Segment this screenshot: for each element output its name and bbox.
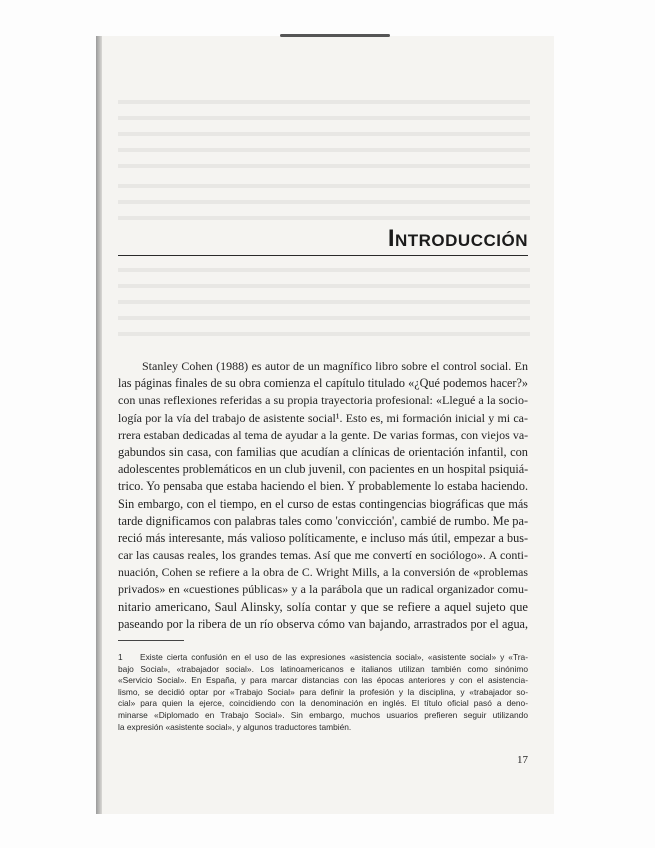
body-line: car las causas reales, los grandes temas. Así que me convertí en sociólogo». A conti- <box>118 548 528 563</box>
bleed-through-line <box>118 184 530 188</box>
page-top-edge <box>280 34 390 37</box>
body-line: nitario americano, Saul Alinsky, solía contar y que se refiere a aquel sujeto que <box>118 599 528 614</box>
footnote-line: cial» para quien la ejerce, coincidiendo con la denominación en inglés. El título oficial pasó a deno- <box>118 698 528 709</box>
body-line: privados» en «cuestiones públicas» y a la parábola que un radical organizador comu- <box>118 582 528 597</box>
body-line: trico. Yo pensaba que estaba haciendo el bien. Y probablemente lo estaba haciendo. <box>118 479 528 494</box>
bleed-through-line <box>118 200 530 204</box>
body-line: Sin embargo, con el tiempo, en el curso de estas contingencias biográficas que más <box>118 496 528 511</box>
footnote-rule <box>118 640 184 641</box>
body-line: tarde dignificamos con palabras tales como 'convicción', cambié de rumbo. Me pa- <box>118 513 528 528</box>
bleed-through-line <box>118 132 530 136</box>
footnote-number: 1 <box>118 652 123 662</box>
footnote <box>118 652 528 733</box>
page-number: 17 <box>517 754 528 766</box>
footnote-line: «Servicio Social». En España, y para marcar distancias con las épocas anteriores y con el asistencia- <box>118 675 528 686</box>
body-line: adolescentes problemáticos en un club juvenil, con pacientes en un hospital psiquiá- <box>118 462 528 477</box>
body-line: con unas reflexiones referidas a su propia trayectoria profesional: «Llegué a la socio- <box>118 393 528 408</box>
body-line: logía por la vía del trabajo de asistente social¹. Esto es, mi formación inicial y mi ca- <box>118 410 528 425</box>
title-rule <box>118 255 528 256</box>
bleed-through-line <box>118 148 530 152</box>
chapter-title: Introducción <box>387 225 528 252</box>
body-line: gabundos sin casa, con familias que acudían a clínicas de orientación infantil, con <box>118 444 528 459</box>
body-line: Stanley Cohen (1988) es autor de un magnífico libro sobre el control social. En <box>142 359 528 373</box>
footnote-line: lismo, se decidió optar por «Trabajo Social» para definir la profesión y la disciplina, y «trabajador so- <box>118 686 528 697</box>
bleed-through-line <box>118 284 530 288</box>
body-line: paseando por la ribera de un río observa cómo van bajando, arrastrados por el agua, <box>118 616 528 631</box>
bleed-through-line <box>118 300 530 304</box>
bleed-through-line <box>118 116 530 120</box>
body-paragraph <box>118 358 528 633</box>
bleed-through-line <box>118 216 530 220</box>
footnote-text: Existe cierta confusión en el uso de las expresiones «asistencia social», «asistente social» y «Tra- <box>140 652 528 662</box>
bleed-through-line <box>118 100 530 104</box>
footnote-line <box>118 652 528 664</box>
body-line: nuación, Cohen se refiere a la obra de C. Wright Mills, a la conversión de «problemas <box>118 565 528 580</box>
body-line: reció más interesante, más valioso políticamente, e incluso más útil, empezar a bus- <box>118 530 528 545</box>
bleed-through-line <box>118 268 530 272</box>
book-spine-shadow <box>96 36 102 814</box>
footnote-line: la expresión «asistente social», y algunos traductores también. <box>118 721 352 732</box>
footnote-line: minarse «Diplomado en Trabajo Social». Sin embargo, muchos usuarios prefieren seguir utilizando <box>118 709 528 720</box>
footnote-line: bajo Social», «trabajador social». Los latinoamericanos e italianos utilizan también como sinónimo <box>118 663 528 674</box>
bleed-through-line <box>118 164 530 168</box>
body-line: las páginas finales de su obra comienza el capítulo titulado «¿Qué podemos hacer?» <box>118 376 528 391</box>
bleed-through-line <box>118 316 530 320</box>
bleed-through-line <box>118 332 530 336</box>
body-line: rrera estaban dedicadas al tema de ayudar a la gente. De varias formas, con viejos va- <box>118 427 528 442</box>
